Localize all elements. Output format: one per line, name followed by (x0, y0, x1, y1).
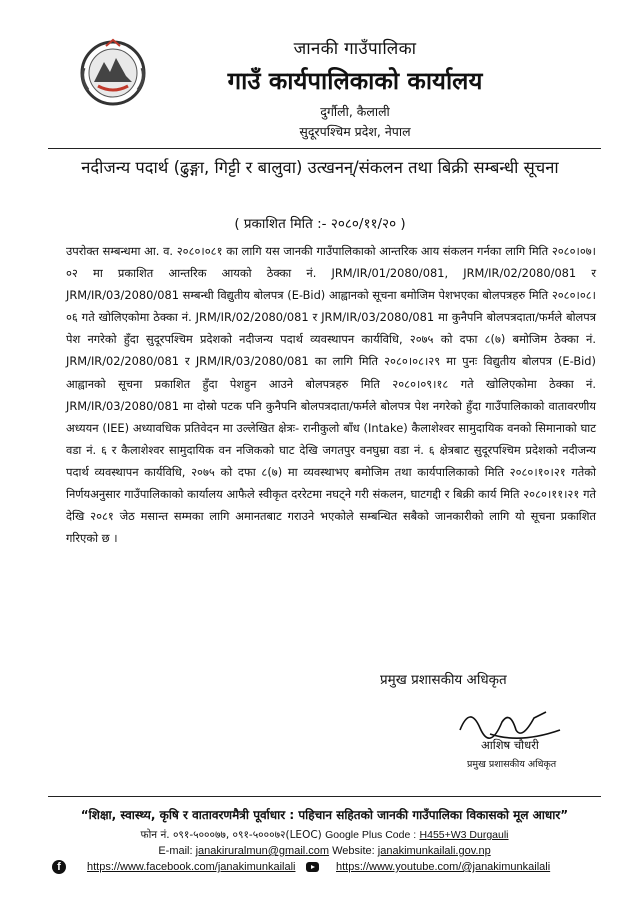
notice-body (66, 240, 596, 549)
notice-body-paragraph: उपरोक्त सम्बन्धमा आ. व. २०८०।०८१ का लागि यस जानकी गाउँपालिकाको आन्तरिक आय संकलन गर्नका लागि मिति २०८०।०७।०२ मा प्रकाशित आन्तरिक आयको ठेक्का नं. JRM/IR/01/2080/081, JRM/IR/02/2080/081 र JRM/IR/03/2080/081 सम्बन्धी विद्युतीय बोलपत्र (E-Bid) आह्वानको सूचना बमोजिम पेशभएका बोलपत्रहरु मिति २०८०।०८।०६ गते खोलिएकोमा ठेक्का नं. JRM/IR/02/2080/081 र JRM/IR/03/2080/081 मा कुनैपनि बोलपत्रदाता/फर्मले बोलपत्र पेश नगरेको हुँदा सुदूरपश्चिम प्रदेशको नदीजन्य पदार्थ व्यवस्थापन कार्यविधि, २०७५ को दफा ८(७) बमोजिम ठेक्का नं. JRM/IR/02/2080/081 र JRM/IR/03/2080/081 का लागि मिति २०८०।०८।२९ मा पुनः विद्युतीय बोलपत्र (E-Bid) आह्वानको सूचना प्रकाशित हुँदा पेशहुन आउने बोलपत्रहरु मिति २०८०।०९।१८ गते खोलिएकोमा ठेक्का नं. JRM/IR/03/2080/081 मा दोस्रो पटक पनि कुनैपनि बोलपत्रदाता/फर्मले बोलपत्र पेश नगरेको हुँदा गाउँपालिकाको वातावरणीय अध्ययन (IEE) अध्यावधिक प्रतिवेदन मा उल्लेखित क्षेत्रः- रानीकुलो बाँध (Intake) कैलाशेश्वर सामुदायिक वनको सिमानाको घाट वडा नं. ६ र कैलाशेश्वर सामुदायिक वन नजिकको घाट देखि जगतपुर वनघुम्रा वडा नं. ६ क्षेत्रबाट सुदूरपश्चिम प्रदेशको नदीजन्य पदार्थ व्यवस्थापन कार्यविधि, २०७५ को दफा ८(७) मा व्यवस्थाभए बमोजिम तथा कार्यपालिकाको मिति २०८०।१०।२१ गतेको निर्णयअनुसार गाउँपालिकाको कार्यालय आफैले स्वीकृत दररेटमा नघट्ने गरी संकलन, घाटगद्दी र बिक्री कार्य मिति २०८०।११।२१ गते देखि २०८१ जेठ मसान्त सम्मका लागि अमानतबाट गराउने भएकोले सम्बन्धित सबैको जानकारीको लागि यो सूचना प्रकाशित गरिएको छ । (66, 244, 596, 546)
signatory-title: प्रमुख प्रशासकीय अधिकृत (467, 759, 557, 770)
office-location: दुर्गौली, कैलाली (320, 104, 390, 119)
footer-divider (48, 796, 601, 797)
signatory-designation: प्रमुख प्रशासकीय अधिकृत (380, 672, 507, 688)
footer-email-line (48, 845, 601, 857)
youtube-icon[interactable] (306, 862, 319, 872)
website-link[interactable]: janakimunkailali.gov.np (377, 845, 491, 857)
google-plus-code[interactable]: H455+W3 Durgauli (419, 829, 509, 841)
footer-slogan: “शिक्षा, स्वास्थ्य, कृषि र वातावरणमैत्री पूर्वाधार : पहिचान सहितको जानकी गाउँपालिका विकासको मूल आधार” (80, 808, 569, 822)
phone-numbers: फोन नं. ०९१-५०००७७, ०९१-५०००७२(LEOC) (140, 829, 322, 841)
published-date: ( प्रकाशित मिति :- २०८०/११/२० ) (234, 216, 406, 232)
website-label: Website: (332, 845, 375, 857)
nepal-emblem-icon (76, 38, 150, 108)
facebook-link[interactable]: https://www.facebook.com/janakimunkailali (87, 861, 296, 873)
office-name: जानकी गाउँपालिका (293, 39, 417, 59)
signatory-name: आशिष चौधरी (481, 738, 539, 752)
email-link[interactable]: janakiruralmun@gmail.com (195, 845, 330, 857)
facebook-icon[interactable]: f (52, 860, 66, 874)
youtube-link[interactable]: https://www.youtube.com/@janakimunkailali (336, 861, 551, 873)
google-plus-label: Google Plus Code : (325, 829, 417, 841)
header-divider (48, 148, 601, 149)
office-province: सुदूरपश्चिम प्रदेश, नेपाल (299, 124, 411, 139)
notice-title: नदीजन्य पदार्थ (ढुङ्गा, गिट्टी र बालुवा) उत्खनन्/संकलन तथा बिक्री सम्बन्धी सूचना (81, 158, 559, 177)
footer-phone-line (48, 828, 601, 842)
office-title: गाउँ कार्यपालिकाको कार्यालय (227, 67, 483, 95)
email-label: E-mail: (158, 845, 193, 857)
